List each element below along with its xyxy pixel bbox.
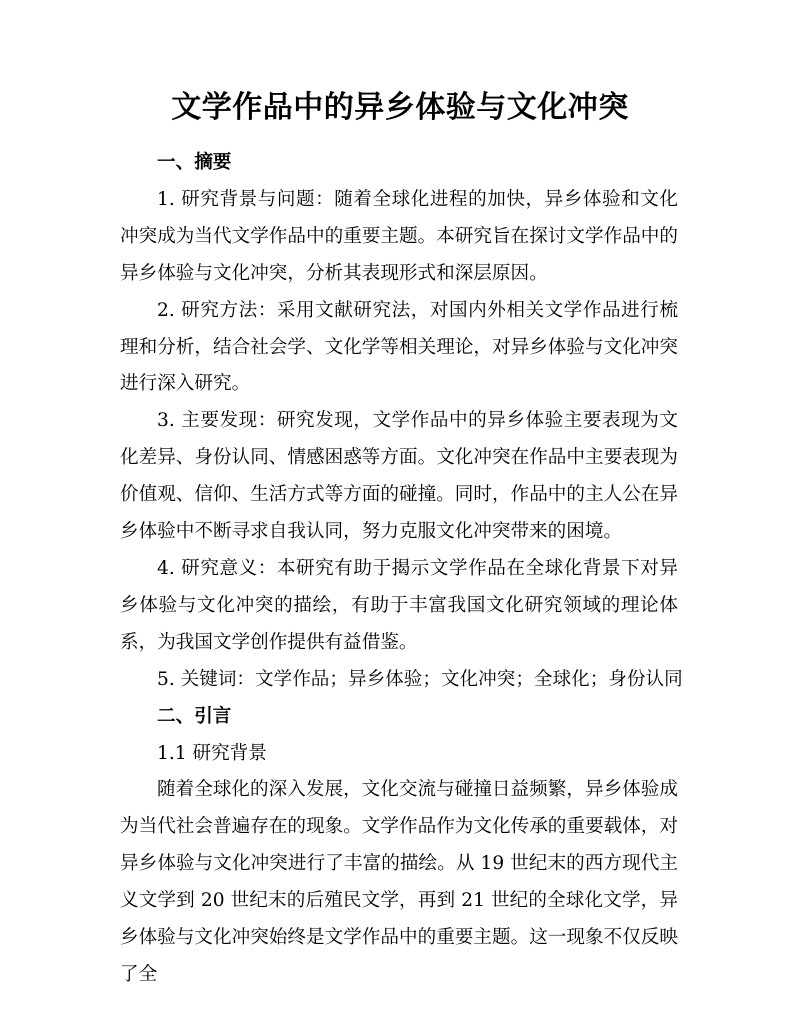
subsection-heading: 1.1 研究背景 bbox=[157, 742, 267, 764]
keywords-line: 5. 关键词：文学作品；异乡体验；文化冲突；全球化；身份认同 bbox=[157, 668, 683, 690]
document-title: 文学作品中的异乡体验与文化冲突 bbox=[171, 90, 629, 125]
abstract-item: 3. 主要发现：研究发现，文学作品中的异乡体验主要表现为文化差异、身份认同、情感困惑等方面。文化冲突在作品中主要表现为价值观、信仰、生活方式等方面的碰撞。同时，作品中的主人公在异乡体验中不断寻求自我认同，努力克服文化冲突带来的困境。 bbox=[120, 410, 678, 543]
abstract-item: 4. 研究意义：本研究有助于揭示文学作品在全球化背景下对异乡体验与文化冲突的描绘，有助于丰富我国文化研究领域的理论体系，为我国文学创作提供有益借鉴。 bbox=[120, 557, 678, 653]
abstract-item: 2. 研究方法：采用文献研究法，对国内外相关文学作品进行梳理和分析，结合社会学、文化学等相关理论，对异乡体验与文化冲突进行深入研究。 bbox=[120, 299, 678, 395]
section-heading-introduction: 二、引言 bbox=[157, 705, 232, 727]
document-body bbox=[120, 145, 683, 994]
abstract-item: 1. 研究背景与问题：随着全球化进程的加快，异乡体验和文化冲突成为当代文学作品中的重要主题。本研究旨在探讨文学作品中的异乡体验与文化冲突，分析其表现形式和深层原因。 bbox=[120, 188, 678, 284]
section-heading-abstract: 一、摘要 bbox=[157, 152, 232, 173]
introduction-paragraph: 随着全球化的深入发展，文化交流与碰撞日益频繁，异乡体验成为当代社会普遍存在的现象。文学作品作为文化传承的重要载体，对异乡体验与文化冲突进行了丰富的描绘。从 19 世纪末的西方现代主义文学到 20 世纪末的后殖民文学，再到 21 世纪的全球化文学，异乡体验与文化冲突始终是文学作品中的重要主题。这一现象不仅反映了全 bbox=[120, 779, 678, 985]
